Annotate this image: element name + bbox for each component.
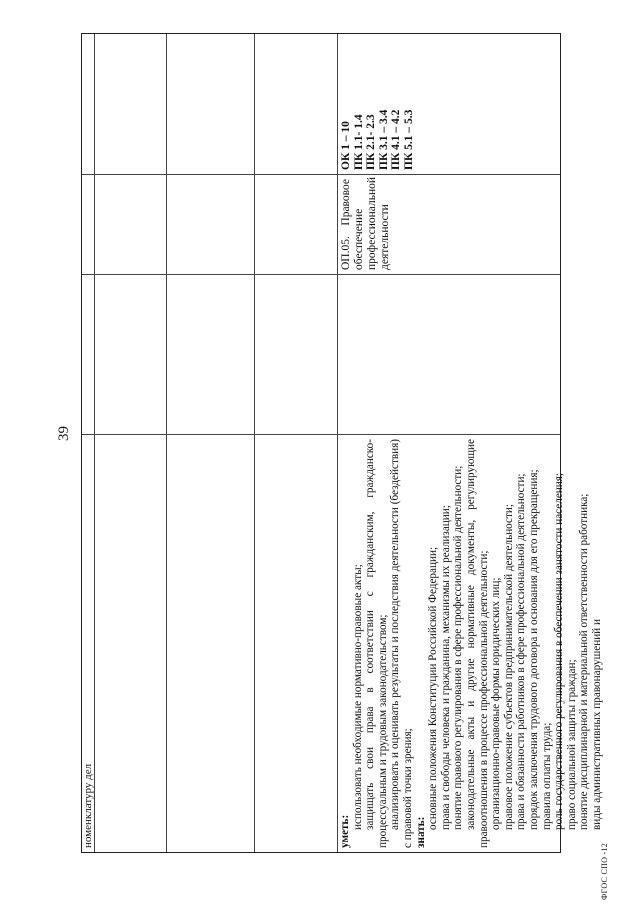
discipline-title-word: Правовое [340,179,352,226]
umet-label: уметь: [339,814,351,848]
knowledge-item: права и свободы человека и гражданина, механизмы их реализации; [439,505,452,830]
knowledge-item: понятие правового регулирования в сфере профессиональной деятельности; [452,465,465,830]
discipline-title-line: деятельности [379,204,391,270]
knowledge-item: права и обязанности работников в сфере профессиональной деятельности; [515,473,528,830]
knowledge-item: организационно-правовые формы юридических лиц; [490,577,503,830]
skill-item: защищать свои права в соответствии с гражданским, гражданско-процессуальным и трудовым законодательством; [364,439,389,848]
knowledge-item: порядок заключения трудового договора и основания для его прекращения; [527,469,540,830]
skill-item: использовать необходимые нормативно-правовые акты; [351,564,364,830]
skills-cell [338,434,603,852]
table-row-discipline [338,34,603,852]
knowledge-item: правила оплаты труда; [540,722,553,830]
discipline-cell [338,174,560,274]
discipline-code: ОП.05. [340,236,352,270]
competence-code: ПК 2.1- 2.3 [365,114,377,170]
empty-cell [338,274,560,434]
document-table [81,33,603,853]
competence-code: ОК 1 – 10 [340,121,352,170]
knowledge-item: виды административных правонарушений и [590,619,603,830]
table-header-row [82,34,95,852]
knowledge-item: роль государственного регулирования в обеспечении занятости населения; [553,472,566,830]
knowledge-item: право социальной защиты граждан; [565,659,578,830]
knowledge-item: основные положения Конституции Российской Федерации; [427,546,440,830]
discipline-title-line: профессиональной [366,176,378,270]
footer-label: ФГОС СПО -12 [600,842,609,900]
competence-code: ПК 4.1 – 4.2 [390,109,402,170]
knowledge-item: понятие дисциплинарной и материальной ответственности работника; [578,493,591,830]
header-text: номенклатуру дел [82,434,94,852]
table-row [95,34,167,852]
discipline-title-line: обеспечение [353,208,365,270]
knowledge-item: законодательные акты и другие нормативные документы, регулирующие правоотношения в процессе профессиональной деятельности; [464,439,490,848]
znat-label: знать: [414,816,427,848]
competences-cell [338,34,560,174]
table-row [255,34,338,852]
page-number: 39 [56,426,72,441]
skill-item: анализировать и оценивать результаты и последствия деятельности (бездействия) с правовой точки зрения; [389,439,414,848]
knowledge-item: правовое положение субъектов предпринимательской деятельности; [502,503,515,830]
competence-code: ПК 3.1 – 3.4 [377,109,390,170]
table-row [167,34,255,852]
competence-code: ПК 1.1- 1.4 [352,114,365,170]
competence-code: ПК 5.1 – 5.3 [402,109,415,170]
